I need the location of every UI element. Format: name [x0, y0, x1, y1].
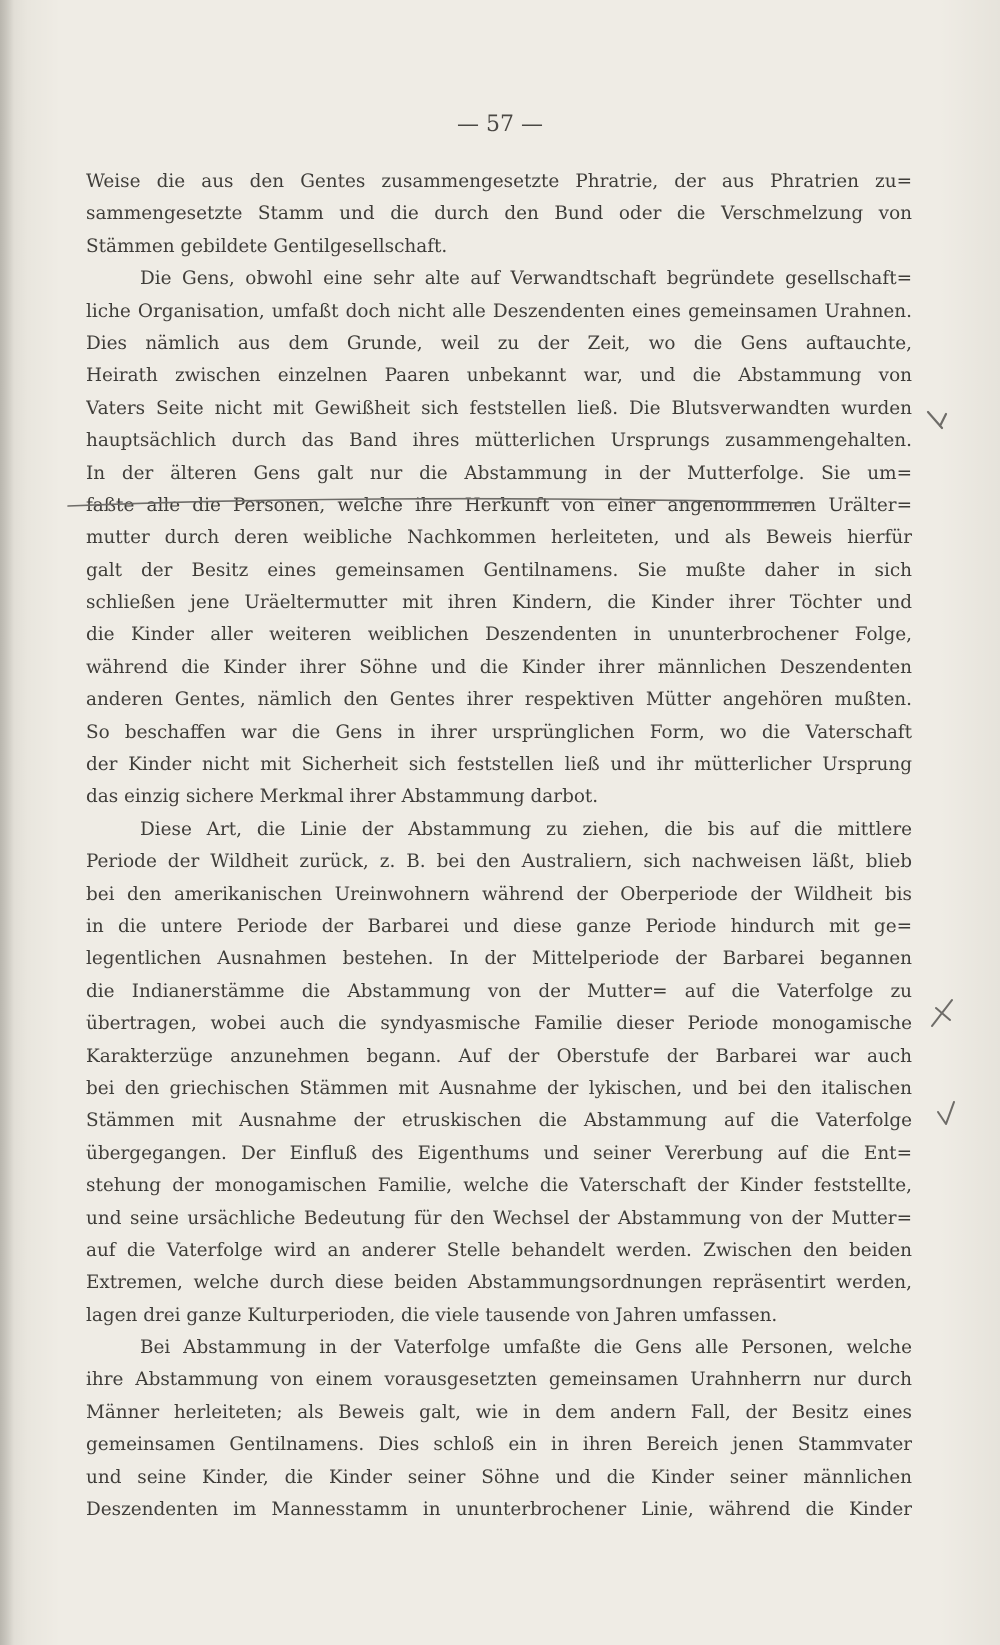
text-line: Bei Abstammung in der Vaterfolge umfaßte die Gens alle Personen, welche: [140, 1337, 912, 1359]
text-line: Weise die aus den Gentes zusammengesetzte Phratrie, der aus Phratrien zu=: [86, 171, 912, 192]
text-line: faßte alle die Personen, welche ihre Herkunft von einer angenommenen Urälter=: [86, 494, 912, 516]
margin-check-mark-icon: [922, 400, 962, 440]
text-line: übertragen, wobei auch die syndyasmische Familie dieser Periode monogamische: [86, 1013, 912, 1035]
text-line: während die Kinder ihrer Söhne und die Kinder ihrer männlichen Deszendenten: [86, 656, 912, 678]
text-line: legentlichen Ausnahmen bestehen. In der Mittelperiode der Barbarei begannen: [86, 948, 912, 970]
text-line: Vaters Seite nicht mit Gewißheit sich feststellen ließ. Die Blutsverwandten wurden: [86, 397, 912, 419]
text-line: in die untere Periode der Barbarei und diese ganze Periode hindurch mit ge=: [86, 915, 912, 937]
text-line: Deszendenten im Mannesstamm in ununterbrochener Linie, während die Kinder: [86, 1499, 912, 1521]
text-line: und seine ursächliche Bedeutung für den Wechsel der Abstammung von der Mutter=: [86, 1207, 912, 1229]
text-line: Männer herleiteten; als Beweis galt, wie in dem andern Fall, der Besitz eines: [86, 1401, 912, 1423]
text-line: mutter durch deren weibliche Nachkommen herleiteten, und als Beweis hierfür: [86, 527, 912, 549]
page-number: — 57 —: [457, 112, 543, 137]
text-line: Stämmen mit Ausnahme der etruskischen die Abstammung auf die Vaterfolge: [86, 1110, 912, 1132]
margin-cross-mark-icon: [924, 996, 964, 1036]
text-line: ihre Abstammung von einem vorausgesetzten gemeinsamen Urahnherrn nur durch: [86, 1369, 912, 1391]
text-line: die Indianerstämme die Abstammung von der Mutter= auf die Vaterfolge zu: [86, 980, 912, 1002]
text-line: liche Organisation, umfaßt doch nicht alle Deszendenten eines gemeinsamen Urahnen.: [86, 300, 912, 322]
text-line: Extremen, welche durch diese beiden Abstammungsordnungen repräsentirt werden,: [86, 1272, 912, 1294]
text-line: bei den griechischen Stämmen mit Ausnahme der lykischen, und bei den italischen: [86, 1077, 912, 1099]
text-line: stehung der monogamischen Familie, welche die Vaterschaft der Kinder feststellte,: [86, 1175, 912, 1197]
text-line: gemeinsamen Gentilnamens. Dies schloß ein in ihren Bereich jenen Stammvater: [86, 1434, 912, 1456]
text-line: Diese Art, die Linie der Abstammung zu ziehen, die bis auf die mittlere: [140, 818, 912, 840]
text-line: sammengesetzte Stamm und die durch den Bund oder die Verschmelzung von: [86, 203, 912, 225]
text-line: das einzig sichere Merkmal ihrer Abstammung darbot.: [86, 786, 599, 808]
margin-check-mark-icon: [934, 1098, 974, 1138]
text-line: Stämmen gebildete Gentilgesellschaft.: [86, 235, 448, 257]
text-line: anderen Gentes, nämlich den Gentes ihrer respektiven Mütter angehören mußten.: [86, 689, 912, 711]
text-line: Periode der Wildheit zurück, z. B. bei den Australiern, sich nachweisen läßt, blieb: [86, 851, 912, 873]
text-line: übergegangen. Der Einfluß des Eigenthums und seiner Vererbung auf die Ent=: [86, 1142, 912, 1164]
text-line: So beschaffen war die Gens in ihrer ursprünglichen Form, wo die Vaterschaft: [86, 721, 912, 743]
text-line: die Kinder aller weiteren weiblichen Deszendenten in ununterbrochener Folge,: [86, 624, 912, 646]
text-line: galt der Besitz eines gemeinsamen Gentilnamens. Sie mußte daher in sich: [86, 559, 912, 581]
text-line: Heirath zwischen einzelnen Paaren unbekannt war, und die Abstammung von: [86, 365, 912, 387]
page-gutter-shadow: [0, 0, 14, 1645]
text-line: schließen jene Uräeltermutter mit ihren Kindern, die Kinder ihrer Töchter und: [86, 592, 912, 614]
text-line: lagen drei ganze Kulturperioden, die viele tausende von Jahren umfassen.: [86, 1304, 778, 1326]
body-text: [86, 166, 912, 1526]
text-line: Karakterzüge anzunehmen begann. Auf der Oberstufe der Barbarei war auch: [86, 1045, 912, 1067]
text-line: hauptsächlich durch das Band ihres mütterlichen Ursprungs zusammengehalten.: [86, 430, 912, 452]
text-line: und seine Kinder, die Kinder seiner Söhne und die Kinder seiner männlichen: [86, 1466, 912, 1488]
text-line: auf die Vaterfolge wird an anderer Stelle behandelt werden. Zwischen den beiden: [86, 1239, 912, 1261]
text-line: Die Gens, obwohl eine sehr alte auf Verwandtschaft begründete gesellschaft=: [140, 268, 912, 290]
text-line: In der älteren Gens galt nur die Abstammung in der Mutterfolge. Sie um=: [86, 462, 912, 484]
pencil-underline: [66, 494, 806, 512]
text-line: Dies nämlich aus dem Grunde, weil zu der Zeit, wo die Gens auftauchte,: [86, 332, 912, 354]
text-line: der Kinder nicht mit Sicherheit sich feststellen ließ und ihr mütterlicher Ursprung: [86, 754, 912, 776]
text-line: bei den amerikanischen Ureinwohnern während der Oberperiode der Wildheit bis: [86, 883, 912, 905]
